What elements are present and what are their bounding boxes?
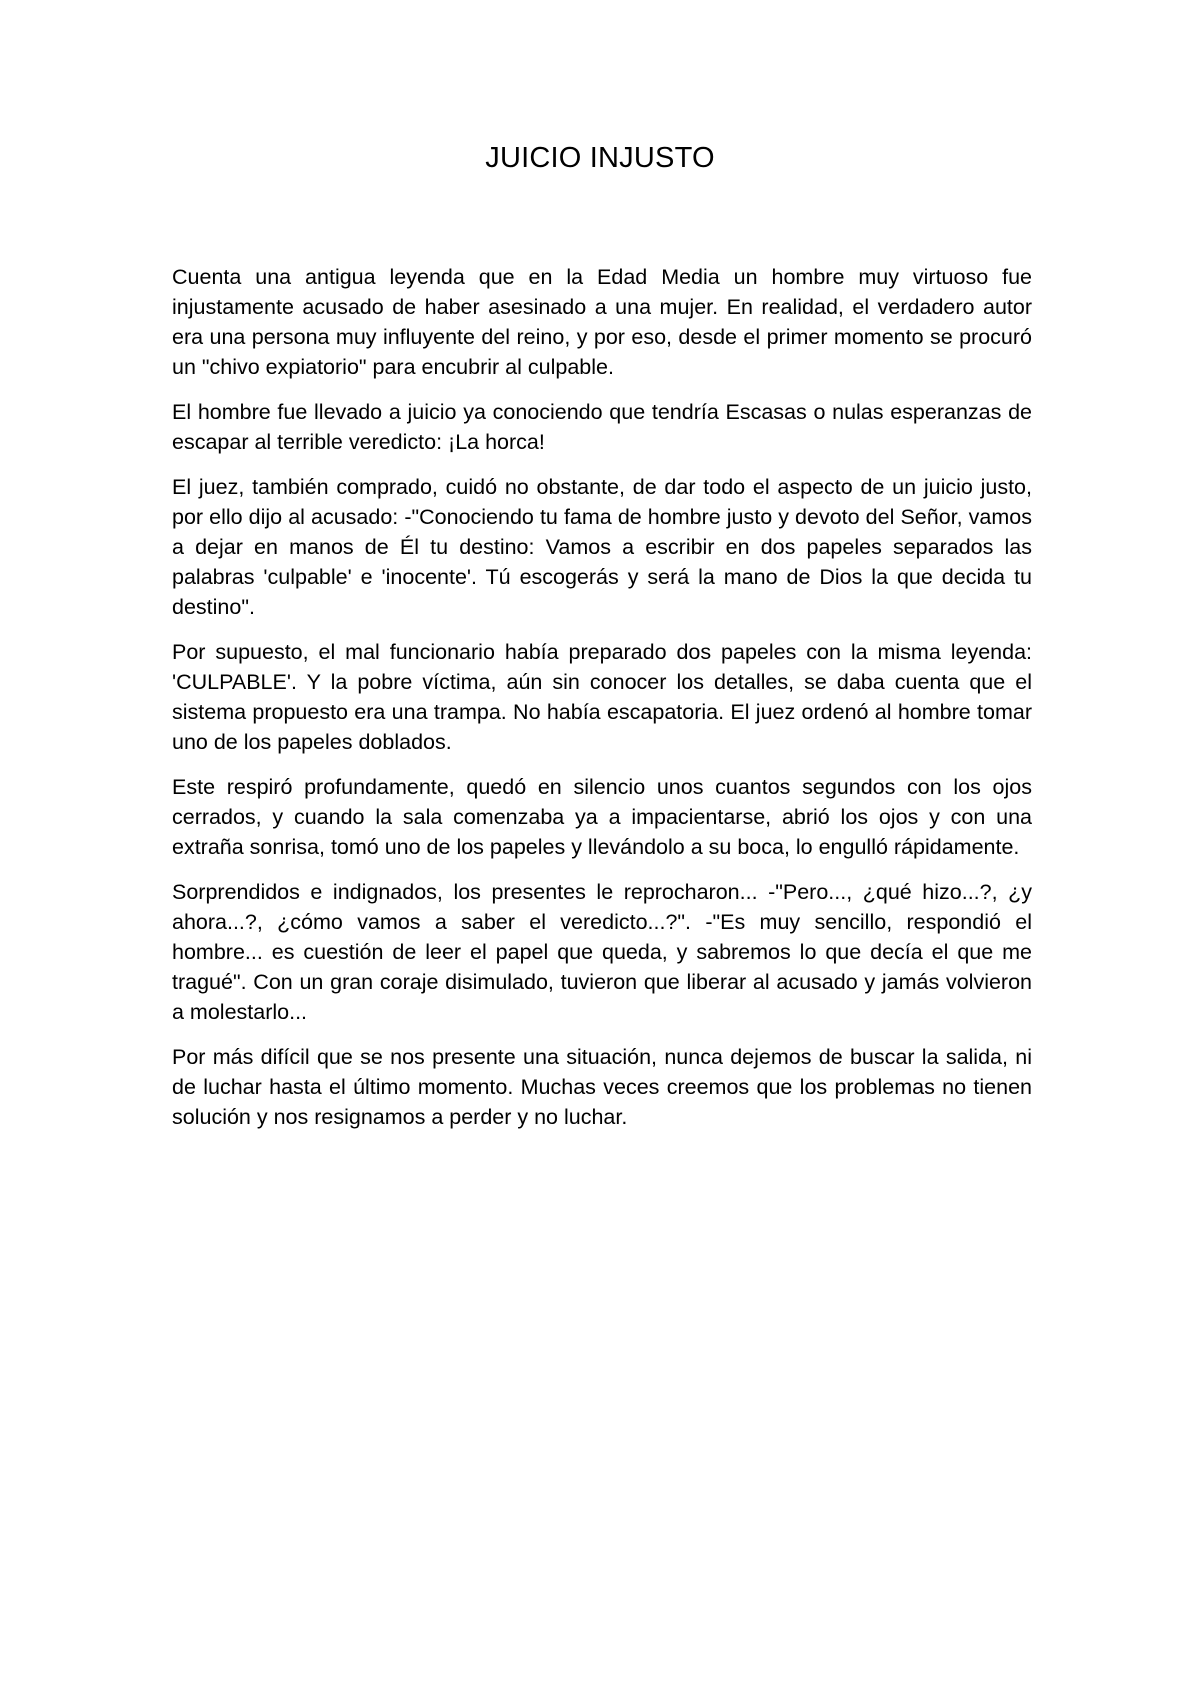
paragraph: Cuenta una antigua leyenda que en la Edad Media un hombre muy virtuoso fue injustamente acusado de haber asesinado a una mujer. En realidad, el verdadero autor era una persona muy influyente del reino, y por eso, desde el primer momento se procuró un "chivo expiatorio" para encubrir al culpable. — [172, 265, 1032, 379]
paragraph: El hombre fue llevado a juicio ya conociendo que tendría Escasas o nulas esperanzas de escapar al terrible veredicto: ¡La horca! — [172, 400, 1032, 454]
document-body — [172, 262, 1032, 1147]
paragraph: Por más difícil que se nos presente una situación, nunca dejemos de buscar la salida, ni de luchar hasta el último momento. Muchas veces creemos que los problemas no tienen solución y nos resignamos a perder y no luchar. — [172, 1045, 1032, 1129]
paragraph: Este respiró profundamente, quedó en silencio unos cuantos segundos con los ojos cerrados, y cuando la sala comenzaba ya a impacientarse, abrió los ojos y con una extraña sonrisa, tomó uno de los papeles y llevándolo a su boca, lo engulló rápidamente. — [172, 775, 1032, 859]
paragraph: El juez, también comprado, cuidó no obstante, de dar todo el aspecto de un juicio justo, por ello dijo al acusado: -"Conociendo tu fama de hombre justo y devoto del Señor, vamos a dejar en manos de Él tu destino: Vamos a escribir en dos papeles separados las palabras 'culpable' e 'inocente'. Tú escogerás y será la mano de Dios la que decida tu destino". — [172, 475, 1032, 619]
paragraph: Por supuesto, el mal funcionario había preparado dos papeles con la misma leyenda: 'CULPABLE'. Y la pobre víctima, aún sin conocer los detalles, se daba cuenta que el sistema propuesto era una trampa. No había escapatoria. El juez ordenó al hombre tomar uno de los papeles doblados. — [172, 640, 1032, 754]
paragraph: Sorprendidos e indignados, los presentes le reprocharon... -"Pero..., ¿qué hizo...?, ¿y ahora...?, ¿cómo vamos a saber el veredicto...?". -"Es muy sencillo, respondió el hombre... es cuestión de leer el papel que queda, y sabremos lo que decía el que me tragué". Con un gran coraje disimulado, tuvieron que liberar al acusado y jamás volvieron a molestarlo... — [172, 880, 1032, 1024]
document-title: JUICIO INJUSTO — [485, 142, 715, 174]
